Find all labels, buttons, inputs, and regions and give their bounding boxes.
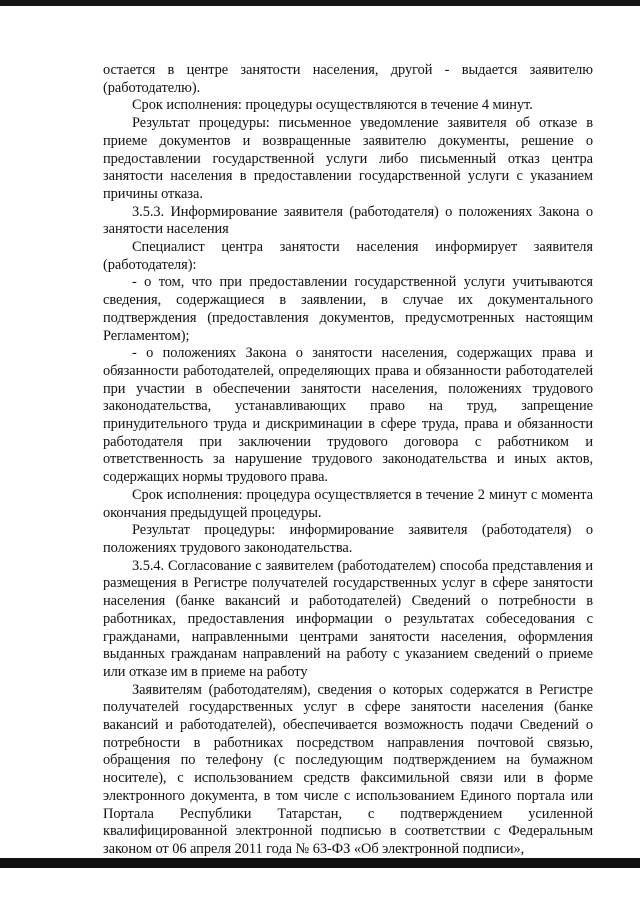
paragraph-2: Срок исполнения: процедуры осуществляются в течение 4 минут. — [132, 97, 533, 114]
paragraph-5: Специалист центра занятости населения информирует заявителя (работодателя): — [103, 239, 593, 273]
paragraph-8: Срок исполнения: процедура осуществляется в течение 2 минут с момента окончания предыдущей процедуры. — [103, 486, 593, 521]
paragraph-6: - о том, что при предоставлении государственной услуги учитываются сведения, содержащиеся в заявлении, в случае их документального подтверждения (предоставления документов, предусмотренных настоящим Регламентом); — [103, 274, 593, 344]
paragraph-9: Результат процедуры: информирование заявителя (работодателя) о положениях трудового законодательства. — [103, 522, 593, 556]
scan-bottom-edge — [0, 858, 640, 868]
paragraph-3: Результат процедуры: письменное уведомление заявителя об отказе в приеме документов и возвращенные заявителю документы, решение о предоставлении государственной услуги либо письменный отказ центра занятости населения в предоставлении государственной услуги с указанием причины отказа. — [103, 115, 593, 202]
paragraph-10: 3.5.4. Согласование с заявителем (работодателем) способа представления и размещения в Регистре получателей государственных услуг в сфере занятости населения (банке вакансий и работодателей) Сведений о потребности в работниках, предоставления информации о результатах собеседования с гражданами, направленными центрами занятости населения, оформления выданных гражданам направлений на работу с указанием сведений о приеме или отказе им в приеме на работу — [103, 557, 593, 680]
paragraph-11: Заявителям (работодателям), сведения о которых содержатся в Регистре получателей государственных услуг в сфере занятости населения (банке вакансий и работодателей), обеспечивается возможность подачи Сведений о потребности в работниках посредством направления почтовой связью, обращения по телефону (с последующим подтверждением на бумажном носителе), с использованием средств факсимильной связи или в форме электронного документа, в том числе с использованием Единого портала или Портала Республики Татарстан, с подтверждением усиленной квалифицированной электронной подписью в соответствии с Федеральным законом от 06 апреля 2011 года № 63-ФЗ «Об электронной подписи», — [103, 681, 593, 857]
paragraph-1: остается в центре занятости населения, другой - выдается заявителю (работодателю). — [103, 62, 593, 96]
paragraph-7: - о положениях Закона о занятости населения, содержащих права и обязанности работодателей, определяющих права и обязанности работодателей при участии в обеспечении занятости населения, положениях трудового законодательства, устанавливающих право на труд, запрещение принудительного труда и дискриминации в сфере труда, права и обязанности работодателя при заключении трудового договора с работником и ответственность за нарушение трудового законодательства и иных актов, содержащих нормы трудового права. — [103, 345, 593, 486]
paragraph-4: 3.5.3. Информирование заявителя (работодателя) о положениях Закона о занятости населения — [103, 203, 593, 238]
document-body — [103, 62, 593, 859]
scan-top-edge — [0, 0, 640, 6]
